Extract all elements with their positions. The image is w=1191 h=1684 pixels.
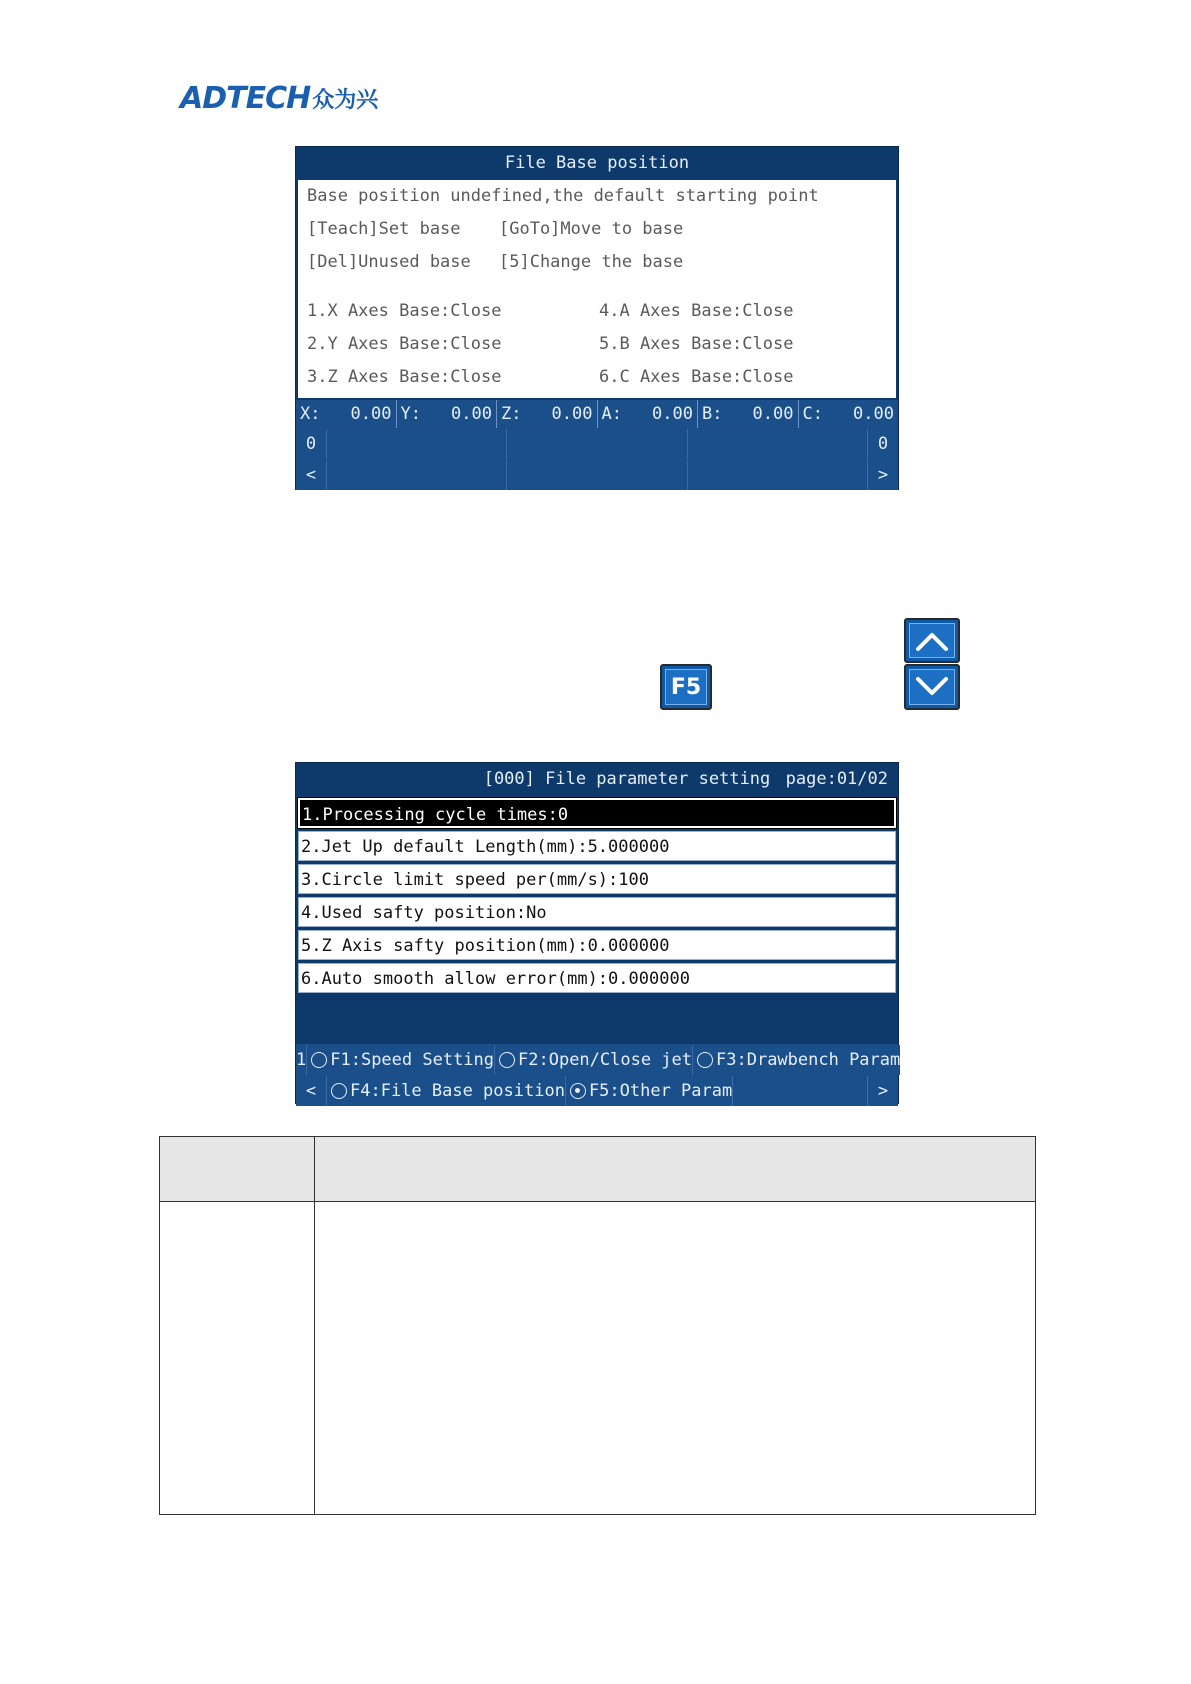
function-key-row-1 [296,428,898,459]
page-prev-button[interactable]: < [296,1076,326,1106]
table-header-cell [315,1137,1036,1202]
adtech-logo [180,80,378,116]
param-row[interactable]: 3.Circle limit speed per(mm/s):100 [298,864,896,894]
function-key-slot[interactable] [687,460,867,490]
del-hint: [Del]Unused base [307,252,471,272]
param-row[interactable]: 4.Used safty position:No [298,897,896,927]
function-key-slot[interactable] [326,460,506,490]
f2-open-close-jet-key[interactable]: F2:Open/Close jet [494,1045,692,1075]
down-key[interactable] [904,664,960,710]
f4-file-base-position-key[interactable]: F4:File Base position [326,1076,565,1106]
axis-base-b[interactable]: 5.B Axes Base:Close [599,334,794,354]
radio-icon [697,1052,713,1068]
description-table [159,1136,1036,1515]
row-index: 1 [296,1045,306,1075]
logo-cjk: 众为兴 [312,87,379,113]
parameter-list [296,798,898,993]
table-header-row [160,1137,1036,1202]
table-header-cell [160,1137,315,1202]
axis-base-y[interactable]: 2.Y Axes Base:Close [307,334,502,354]
radio-icon [331,1083,347,1099]
coordinate-bar [296,400,898,428]
param-row-selected[interactable]: 1.Processing cycle times:0 [298,798,896,828]
logo-latin: ADTECH [180,80,311,116]
function-key-row-2 [296,459,898,490]
axis-base-x[interactable]: 1.X Axes Base:Close [307,301,502,321]
table-cell [315,1202,1036,1515]
up-key[interactable] [904,618,960,663]
goto-hint: [GoTo]Move to base [499,219,684,239]
function-key-row-2 [296,1075,898,1106]
page-indicator: page:01/02 [785,769,888,789]
coord-x: X: 0.00 [296,400,397,428]
screen-title [296,763,898,796]
param-row[interactable]: 2.Jet Up default Length(mm):5.000000 [298,831,896,861]
chevron-up-icon [914,629,950,653]
param-row[interactable]: 6.Auto smooth allow error(mm):0.000000 [298,963,896,993]
radio-icon [499,1052,515,1068]
page-next-button[interactable]: > [867,460,898,490]
chevron-down-icon [914,675,950,699]
function-key-slot[interactable] [326,429,506,459]
table-cell [160,1202,315,1515]
base-info-panel [298,180,896,398]
function-key-slot[interactable] [687,429,867,459]
f5-other-param-key[interactable]: F5:Other Param [565,1076,732,1106]
row-index: 0 [296,429,326,459]
function-key-slot[interactable] [506,429,686,459]
f5-key[interactable] [660,664,712,710]
screen-title-text: [000] File parameter setting [483,769,771,789]
row-index-right: 0 [867,429,898,459]
info-line: Base position undefined,the default starting point [307,186,819,206]
coord-y: Y: 0.00 [397,400,498,428]
function-key-slot[interactable] [732,1076,867,1106]
screen-title: File Base position [296,147,898,180]
axis-base-z[interactable]: 3.Z Axes Base:Close [307,367,502,387]
f3-drawbench-param-key[interactable]: F3:Drawbench Param [692,1045,900,1075]
radio-selected-icon [570,1083,586,1099]
coord-c: C: 0.00 [802,404,894,424]
radio-icon [311,1052,327,1068]
status-area [296,996,898,1044]
function-key-slot[interactable] [506,460,686,490]
change-hint: [5]Change the base [499,252,684,272]
axis-base-c[interactable]: 6.C Axes Base:Close [599,367,794,387]
page-next-button[interactable]: > [867,1076,898,1106]
function-key-row-1 [296,1044,901,1075]
coord-z: Z: 0.00 [497,400,598,428]
coord-a: A: 0.00 [598,400,699,428]
axis-base-a[interactable]: 4.A Axes Base:Close [599,301,794,321]
param-row[interactable]: 5.Z Axis safty position(mm):0.000000 [298,930,896,960]
page-prev-button[interactable]: < [296,460,326,490]
f1-speed-setting-key[interactable]: F1:Speed Setting [306,1045,494,1075]
f5-key-label: F5 [665,669,707,705]
coord-b: B: 0.00 [698,400,799,428]
teach-hint: [Teach]Set base [307,219,461,239]
file-base-position-screen [295,146,899,490]
table-row [160,1202,1036,1515]
file-parameter-setting-screen [295,762,899,1104]
